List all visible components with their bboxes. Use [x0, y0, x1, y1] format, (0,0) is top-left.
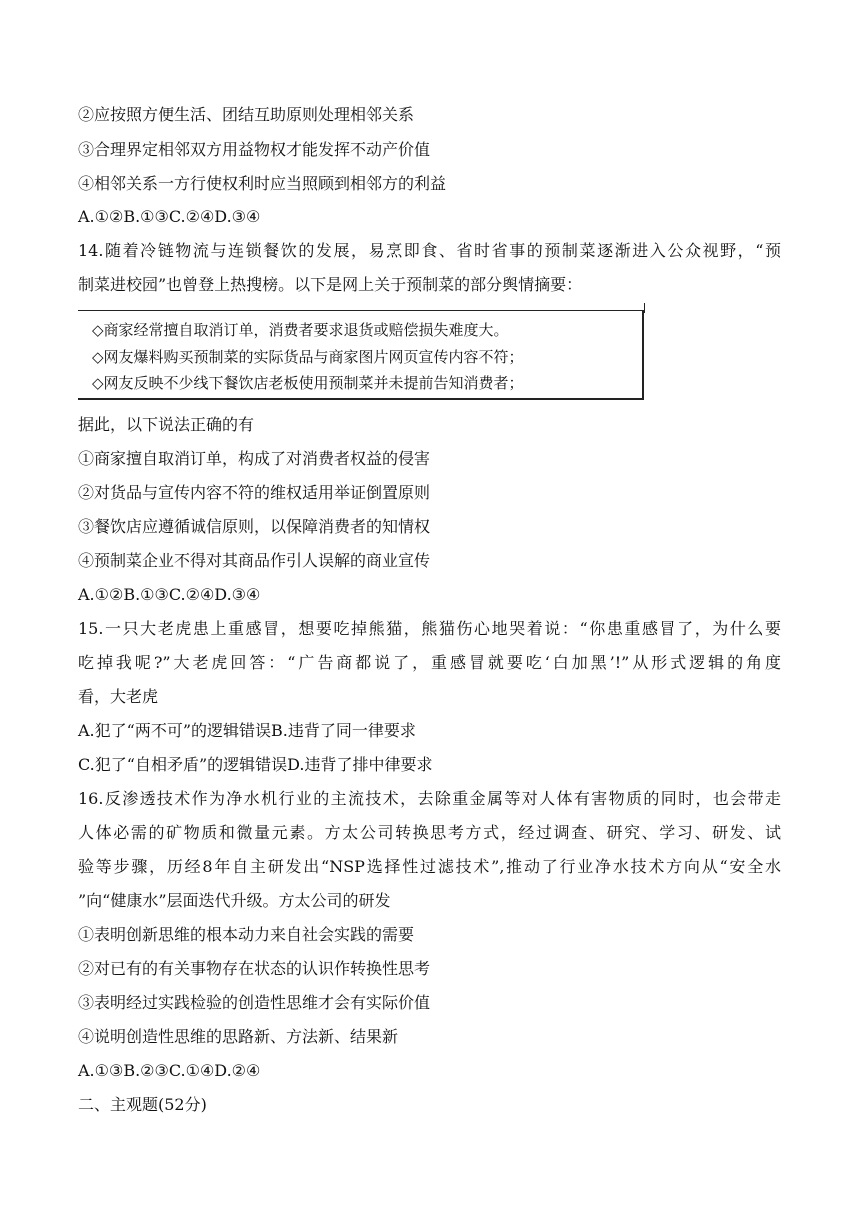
q16-stem-line-1: 16.反渗透技术作为净水机行业的主流技术，去除重金属等对人体有害物质的同时，也会带走 — [78, 789, 781, 808]
q16-answer-choices: A.①③B.②③C.①④D.②④ — [78, 1061, 261, 1080]
q15-stem-line-1: 15.一只大老虎患上重感冒，想要吃掉熊猫，熊猫伤心地哭着说：“你患重感冒了，为什么要 — [78, 619, 781, 638]
q16-stem-line-4: ”向“健康水”层面迭代升级。方太公司的研发 — [78, 891, 391, 910]
q15-answer-choices-ab: A.犯了“两不可”的逻辑错误B.违背了同一律要求 — [78, 721, 416, 740]
q14-stem-line-2: 制菜进校园”也曾登上热搜榜。以下是网上关于预制菜的部分舆情摘要： — [78, 275, 583, 294]
q14-lead: 据此，以下说法正确的有 — [78, 415, 255, 434]
q16-option-3: ③表明经过实践检验的创造性思维才会有实际价值 — [78, 993, 431, 1012]
q13-option-3: ③合理界定相邻双方用益物权才能发挥不动产价值 — [78, 140, 431, 159]
q15-answer-choices-cd: C.犯了“自相矛盾”的逻辑错误D.违背了排中律要求 — [78, 755, 433, 774]
q14-stem-line-1: 14.随着冷链物流与连锁餐饮的发展，易烹即食、省时省事的预制菜逐渐进入公众视野，“预 — [78, 241, 781, 260]
q16-option-1: ①表明创新思维的根本动力来自社会实践的需要 — [78, 925, 415, 944]
q14-option-1: ①商家擅自取消订单，构成了对消费者权益的侵害 — [78, 449, 431, 468]
q14-answer-choices: A.①②B.①③C.②④D.③④ — [78, 585, 261, 604]
q16-stem-line-2: 人体必需的矿物质和微量元素。方太公司转换思考方式，经过调查、研究、学习、研发、试 — [78, 823, 781, 842]
q14-option-3: ③餐饮店应遵循诚信原则，以保障消费者的知情权 — [78, 517, 431, 536]
q13-answer-choices: A.①②B.①③C.②④D.③④ — [78, 207, 261, 226]
q14-box-item: ◇网友爆料购买预制菜的实际货品与商家图片网页宣传内容不符； — [92, 348, 524, 366]
q14-option-4: ④预制菜企业不得对其商品作引人误解的商业宣传 — [78, 551, 431, 570]
q13-option-2: ②应按照方便生活、团结互助原则处理相邻关系 — [78, 105, 415, 124]
q16-option-4: ④说明创造性思维的思路新、方法新、结果新 — [78, 1027, 399, 1046]
q16-option-2: ②对已有的有关事物存在状态的认识作转换性思考 — [78, 959, 431, 978]
q15-stem-line-2: 吃掉我呢?”大老虎回答：“广告商都说了，重感冒就要吃‘白加黑’!”从形式逻辑的角度 — [78, 653, 781, 672]
q13-option-4: ④相邻关系一方行使权利时应当照顾到相邻方的利益 — [78, 174, 447, 193]
q14-opinion-box — [78, 310, 644, 400]
box-corner-tick — [644, 303, 645, 313]
q16-stem-line-3: 验等步骤，历经8年自主研发出“NSP选择性过滤技术”,推动了行业净水技术方向从“安全水 — [78, 857, 781, 876]
q14-box-item: ◇网友反映不少线下餐饮店老板使用预制菜并未提前告知消费者； — [92, 374, 524, 392]
section-2-heading: 二、主观题(52分) — [78, 1095, 207, 1114]
q14-option-2: ②对货品与宣传内容不符的维权适用举证倒置原则 — [78, 483, 431, 502]
q15-stem-line-3: 看，大老虎 — [78, 687, 159, 706]
q14-box-item: ◇商家经常擅自取消订单，消费者要求退货或赔偿损失难度大。 — [92, 321, 509, 339]
